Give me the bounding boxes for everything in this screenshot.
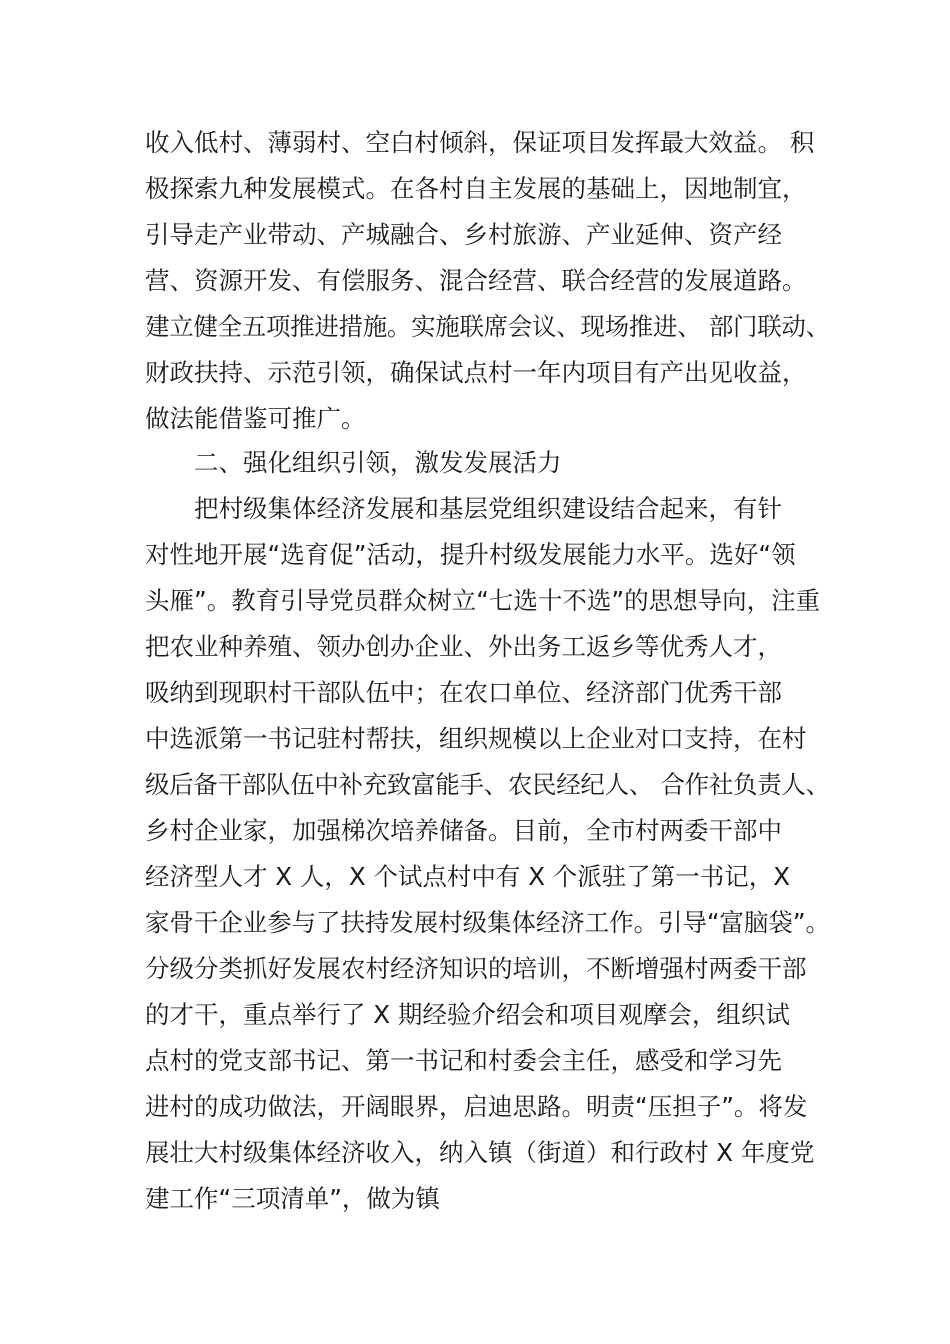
text-line: 财政扶持、示范引领，确保试点村一年内项目有产出见收益， bbox=[145, 358, 807, 387]
text-line: 收入低村、薄弱村、空白村倾斜，保证项目发挥最大效益。 积 bbox=[145, 128, 815, 157]
section-heading: 二、强化组织引领，激发发展活力 bbox=[194, 448, 562, 477]
text-line: 做法能借鉴可推广。 bbox=[145, 404, 366, 433]
text-line: 家骨干企业参与了扶持发展村级集体经济工作。引导“富脑袋”。 bbox=[145, 908, 830, 937]
text-line: 中选派第一书记驻村帮扶，组织规模以上企业对口支持，在村 bbox=[145, 724, 807, 753]
text-line: 分级分类抓好发展农村经济知识的培训，不断增强村两委干部 bbox=[145, 954, 807, 983]
text-line: 展壮大村级集体经济收入，纳入镇（街道）和行政村 X 年度党 bbox=[145, 1138, 815, 1167]
text-line: 营、资源开发、有偿服务、混合经营、联合经营的发展道路。 bbox=[145, 266, 807, 295]
text-line: 极探索九种发展模式。在各村自主发展的基础上，因地制宜， bbox=[145, 174, 807, 203]
text-line: 的才干，重点举行了 X 期经验介绍会和项目观摩会，组织试 bbox=[145, 1000, 790, 1029]
text-line: 吸纳到现职村干部队伍中；在农口单位、经济部门优秀干部 bbox=[145, 678, 782, 707]
text-line: 引导走产业带动、产城融合、乡村旅游、产业延伸、资产经 bbox=[145, 220, 782, 249]
text-line: 建立健全五项推进措施。实施联席会议、现场推进、 部门联动、 bbox=[145, 312, 830, 341]
text-line: 级后备干部队伍中补充致富能手、农民经纪人、 合作社负责人、 bbox=[145, 770, 830, 799]
text-line: 进村的成功做法，开阔眼界，启迪思路。明责“压担子”。将发 bbox=[145, 1092, 808, 1121]
text-line: 建工作“三项清单”，做为镇 bbox=[145, 1184, 440, 1213]
text-line: 把村级集体经济发展和基层党组织建设结合起来，有针 bbox=[194, 494, 782, 523]
text-line: 乡村企业家，加强梯次培养储备。目前，全市村两委干部中 bbox=[145, 816, 782, 845]
text-line: 经济型人才 X 人，X 个试点村中有 X 个派驻了第一书记，X bbox=[145, 862, 791, 891]
text-line: 把农业种养殖、领办创办企业、外出务工返乡等优秀人才， bbox=[145, 632, 782, 661]
text-line: 头雁”。教育引导党员群众树立“七选十不选”的思想导向，注重 bbox=[145, 586, 821, 615]
text-line: 点村的党支部书记、第一书记和村委会主任，感受和学习先 bbox=[145, 1046, 782, 1075]
text-line: 对性地开展“选育促”活动，提升村级发展能力水平。选好“领 bbox=[145, 540, 796, 569]
